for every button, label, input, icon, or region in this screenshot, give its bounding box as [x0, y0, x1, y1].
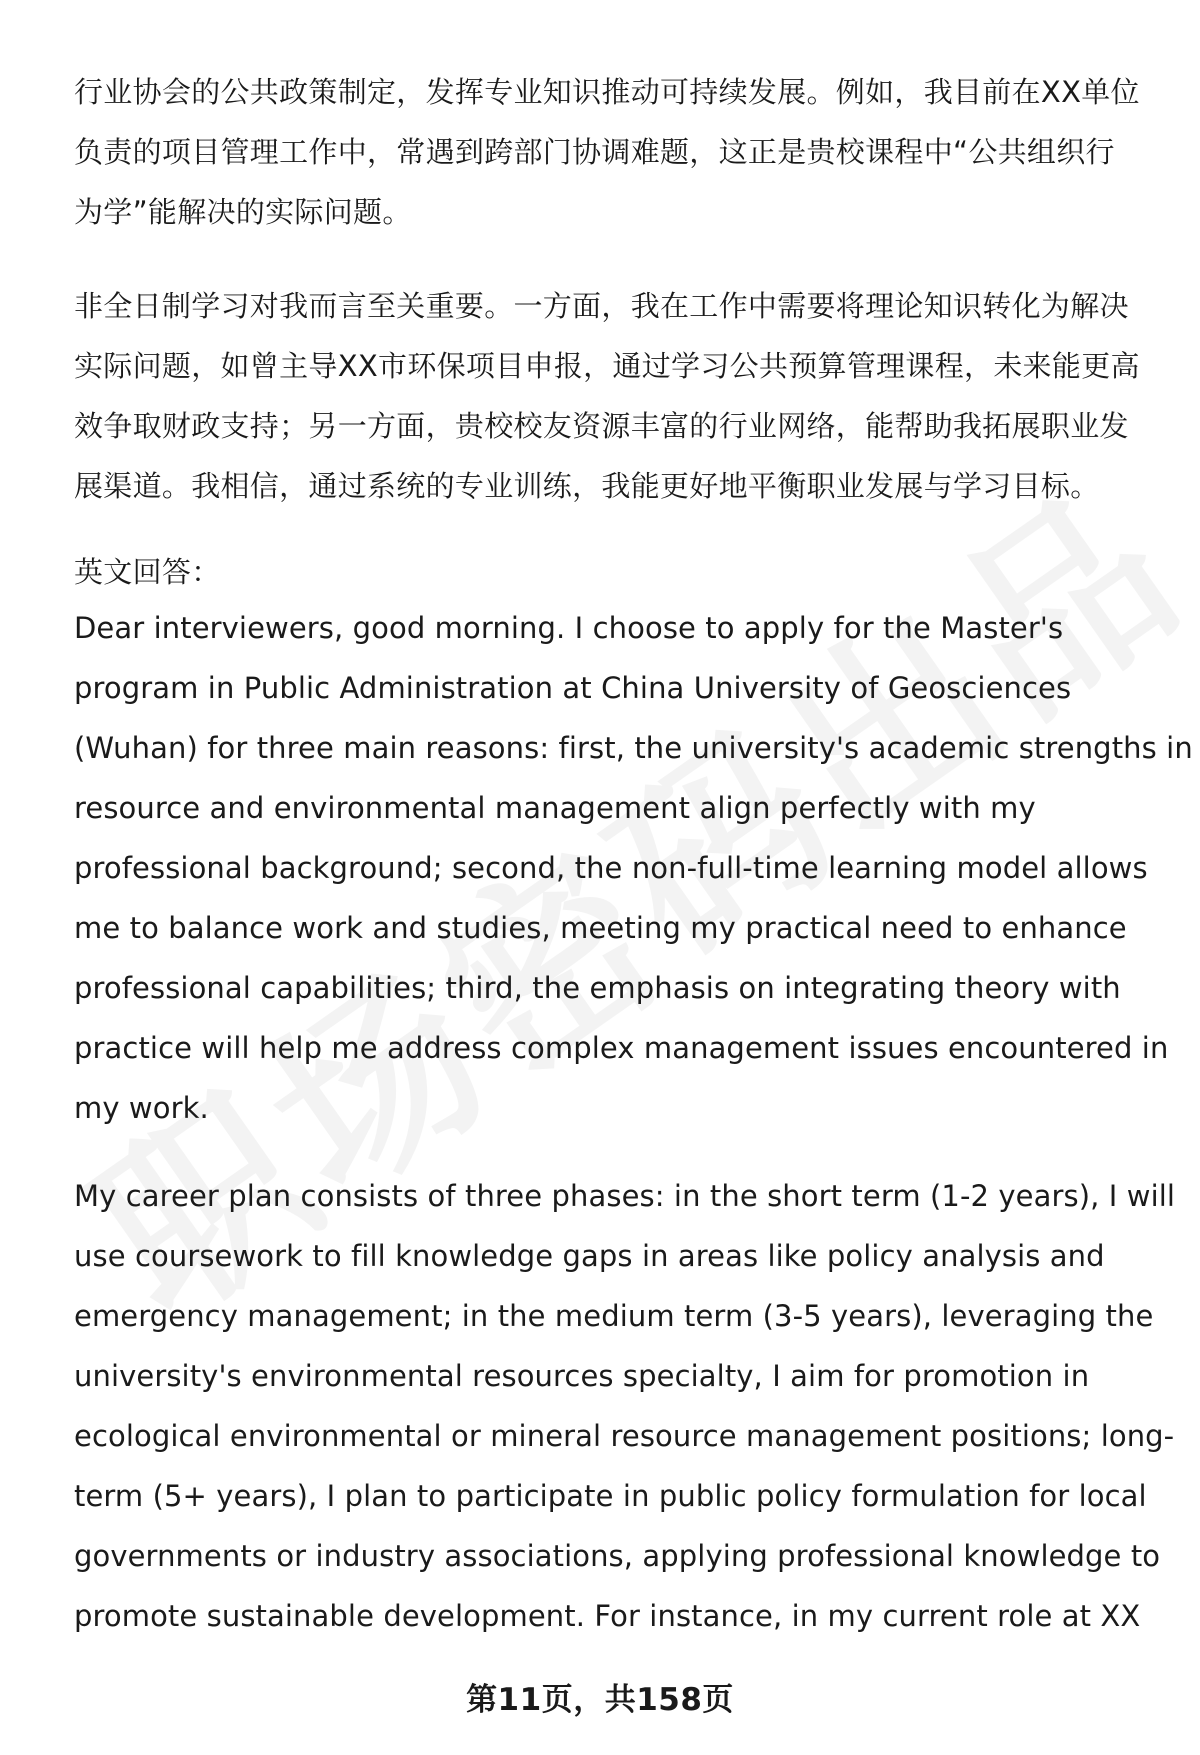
text-line: 为学”能解决的实际问题。: [74, 195, 412, 229]
text-line: me to balance work and studies, meeting my practical need to enhance: [74, 911, 1127, 945]
text-line: use coursework to fill knowledge gaps in areas like policy analysis and: [74, 1239, 1105, 1273]
text-line: 行业协会的公共政策制定，发挥专业知识推动可持续发展。例如，我目前在XX单位: [74, 75, 1140, 109]
text-line: resource and environmental management align perfectly with my: [74, 791, 1036, 825]
text-line: university's environmental resources specialty, I aim for promotion in: [74, 1359, 1090, 1393]
english-paragraph-2: [74, 1166, 1176, 1646]
text-line: term (5+ years), I plan to participate in public policy formulation for local: [74, 1479, 1147, 1513]
text-line: 效争取财政支持；另一方面，贵校校友资源丰富的行业网络，能帮助我拓展职业发: [74, 409, 1129, 443]
text-line: professional capabilities; third, the emphasis on integrating theory with: [74, 971, 1121, 1005]
text-line: my work.: [74, 1091, 209, 1125]
text-line: 非全日制学习对我而言至关重要。一方面，我在工作中需要将理论知识转化为解决: [74, 289, 1129, 323]
chinese-paragraph-1: [74, 62, 1154, 242]
text-line: 实际问题，如曾主导XX市环保项目申报，通过学习公共预算管理课程，未来能更高: [74, 349, 1140, 383]
text-line: My career plan consists of three phases: in the short term (1-2 years), I will: [74, 1179, 1176, 1213]
english-paragraph-1: [74, 598, 1193, 1138]
text-line: promote sustainable development. For instance, in my current role at XX: [74, 1599, 1141, 1633]
text-line: Dear interviewers, good morning. I choose to apply for the Master's: [74, 611, 1064, 645]
chinese-paragraph-2: [74, 276, 1154, 516]
text-line: emergency management; in the medium term (3-5 years), leveraging the: [74, 1299, 1154, 1333]
page-number: 第11页，共158页: [466, 1682, 734, 1718]
text-line: 负责的项目管理工作中，常遇到跨部门协调难题，这正是贵校课程中“公共组织行: [74, 135, 1115, 169]
document-body: [74, 62, 1193, 1646]
text-line: ecological environmental or mineral resource management positions; long-: [74, 1419, 1175, 1453]
text-line: practice will help me address complex management issues encountered in: [74, 1031, 1169, 1065]
text-line: (Wuhan) for three main reasons: first, the university's academic strengths in: [74, 731, 1193, 765]
text-line: professional background; second, the non-full-time learning model allows: [74, 851, 1148, 885]
text-line: 展渠道。我相信，通过系统的专业训练，我能更好地平衡职业发展与学习目标。: [74, 469, 1100, 503]
text-line: program in Public Administration at China University of Geosciences: [74, 671, 1072, 705]
text-line: governments or industry associations, applying professional knowledge to: [74, 1539, 1161, 1573]
english-answer-heading: 英文回答：: [74, 555, 221, 589]
